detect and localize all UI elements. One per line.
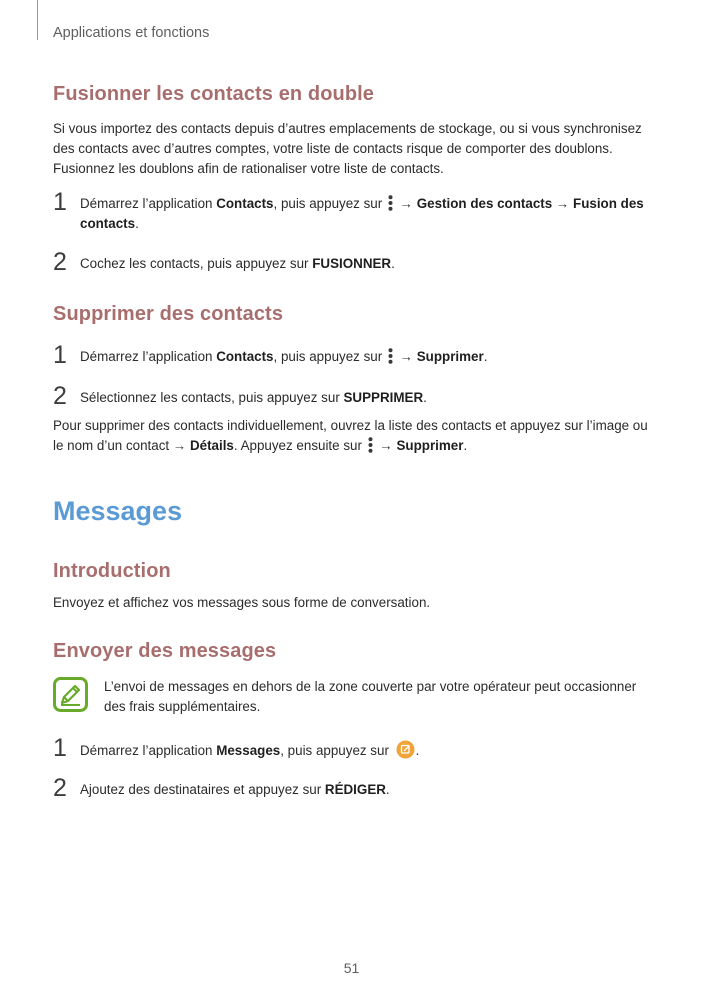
step-text [80,740,650,761]
text: Cochez les contacts, puis appuyez sur [80,256,313,271]
menu-item: Détails [189,438,234,453]
merge-intro-line-1: Si vous importez des contacts depuis d’autres emplacements de stockage, ou si vous synchronisez [53,121,642,136]
note-line-2: des frais supplémentaires. [104,699,261,714]
text: Démarrez l’application [80,743,217,758]
text: . [415,743,420,758]
text: . [391,256,395,271]
step-text [80,194,650,234]
menu-item: contacts [80,216,136,231]
arrow: → [395,196,417,211]
step-number: 1 [53,734,67,762]
note-line-1: L’envoi de messages en dehors de la zone couverte par votre opérateur peut occasionner [104,679,637,694]
text: , puis appuyez sur [273,196,386,211]
app-name: Messages [216,743,281,758]
step-number: 2 [53,382,67,410]
step-number: 1 [53,341,67,369]
arrow: → [395,349,417,364]
arrow: → [552,196,574,211]
text: Sélectionnez les contacts, puis appuyez sur [80,390,344,405]
introduction-title: Introduction [53,560,171,582]
step-number: 1 [53,188,67,216]
running-header: Applications et fonctions [53,25,210,41]
text: . [135,216,139,231]
step-number: 2 [53,774,67,802]
delete-tip-paragraph [53,416,673,456]
text: , puis appuyez sur [280,743,393,758]
app-name: Contacts [216,349,274,364]
step-number: 2 [53,248,67,276]
delete-section-title: Supprimer des contacts [53,303,284,325]
more-options-icon [388,348,393,364]
text: . [483,349,488,364]
chapter-title: Messages [53,496,183,526]
button-label: SUPPRIMER [343,390,424,405]
button-label: FUSIONNER [312,256,392,271]
text: , puis appuyez sur [273,349,386,364]
send-messages-title: Envoyer des messages [53,640,277,662]
corner-divider [37,0,38,40]
introduction-text: Envoyez et affichez vos messages sous forme de conversation. [53,595,431,610]
note-icon [53,677,88,712]
page-number: 51 [343,960,360,976]
text: Ajoutez des destinataires et appuyez sur [80,782,325,797]
step-text [80,388,650,408]
more-options-icon [368,437,373,453]
menu-item: Supprimer [396,438,464,453]
tip-line-1: Pour supprimer des contacts individuellement, ouvrez la liste des contacts et appuyez sur l’image ou [53,418,648,433]
text: . [463,438,468,453]
button-label: RÉDIGER [324,782,386,797]
text: . Appuyez ensuite sur [233,438,366,453]
merge-intro-line-3: Fusionnez les doublons afin de rationaliser votre liste de contacts. [53,161,444,176]
text: Démarrez l’application [80,349,217,364]
text: Démarrez l’application [80,196,217,211]
more-options-icon [388,195,393,211]
note-text [104,677,644,717]
app-name: Contacts [216,196,274,211]
text: . [385,782,390,797]
merge-intro-paragraph [53,119,663,179]
text: . [423,390,427,405]
step-text [80,254,650,274]
step-text [80,347,650,367]
compose-icon [396,740,415,759]
merge-section-title: Fusionner les contacts en double [53,83,375,105]
menu-item: Gestion des contacts [416,196,553,211]
step-text [80,780,650,800]
text: le nom d’un contact → [53,438,190,453]
arrow: → [375,438,397,453]
merge-intro-line-2: des contacts avec d’autres comptes, votre liste de contacts risque de comporter des doublons. [53,141,613,156]
menu-item: Fusion des [573,196,644,211]
menu-item: Supprimer [416,349,484,364]
